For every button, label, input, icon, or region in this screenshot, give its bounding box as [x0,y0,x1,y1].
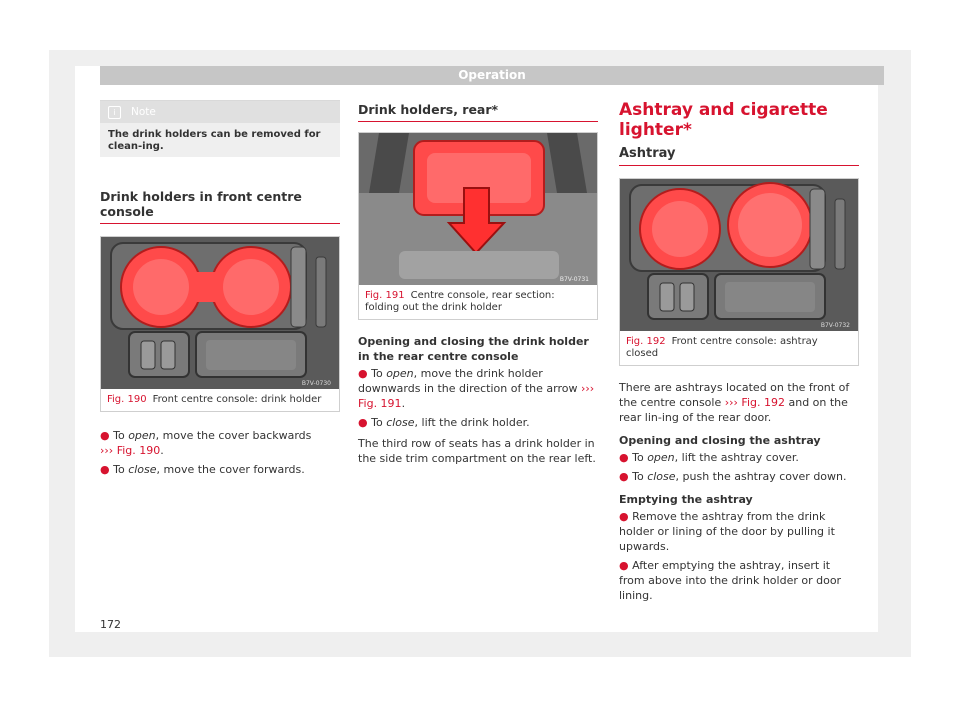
third-row-paragraph: The third row of seats has a drink holder in the side trim compartment on the rear left. [358,437,596,465]
front-drink-holder-heading: Drink holders in front centre console [100,189,340,224]
bullet-insert: ● After emptying the ashtray, insert it from above into the drink holder or door lining. [619,559,842,602]
figure-code: B7V-0732 [820,322,850,329]
bullet-close: ● To close, push the ashtray cover down. [619,470,847,483]
column-2 [358,100,598,466]
figure-code: B7V-0730 [301,380,331,387]
ashtray-subheading: Ashtray [619,146,859,166]
figure-number: Fig. 192 [626,336,666,347]
note-title-bar [100,101,340,123]
figure-190 [100,236,340,412]
figure-190-caption [101,389,339,411]
bullet-close: ● To close, lift the drink holder. [358,416,530,429]
note-body: The drink holders can be removed for clean-ing. [108,129,321,152]
link-fig-191[interactable]: ››› Fig. 191 [358,382,595,410]
ashtray-section-heading: Ashtray and cigarette lighter* [619,100,828,140]
section-header: Operation [100,66,884,85]
page-number: 172 [100,618,121,631]
emptying-heading: Emptying the ashtray [619,493,753,506]
note-title: Note [131,106,156,118]
drink-holder-illustration [101,237,339,389]
figure-191-caption [359,285,597,319]
note-box [100,100,340,157]
link-fig-190[interactable]: ››› Fig. 190 [100,444,161,457]
figure-caption-text: Front centre console: ashtray closed [626,336,818,359]
figure-191 [358,132,598,320]
figure-192-caption [620,331,858,365]
figure-number: Fig. 191 [365,290,405,301]
ashtray-illustration [620,179,858,331]
link-fig-192[interactable]: ››› Fig. 192 [724,396,785,409]
info-icon: i [108,106,121,119]
figure-number: Fig. 190 [107,394,147,405]
figure-caption-text: Front centre console: drink holder [152,394,322,405]
bullet-remove: ● Remove the ashtray from the drink holder or lining of the door by pulling it upwards. [619,510,835,553]
open-close-heading: Opening and closing the ashtray [619,434,821,447]
figure-caption-text: Centre console, rear section: folding out the drink holder [365,290,555,313]
manual-page [75,66,878,632]
bullet-open: ● To open, lift the ashtray cover. [619,451,799,464]
bullet-close: ● To close, move the cover forwards. [100,463,305,476]
bullet-open: ● To open, move the drink holder downwards in the direction of the arrow ››› Fig. 191. [358,367,595,410]
figure-192 [619,178,859,366]
figure-code: B7V-0731 [559,276,589,283]
column-3 [619,100,859,603]
rear-drink-holder-heading: Drink holders, rear* [358,102,598,122]
rear-drink-holder-illustration [359,133,597,285]
bullet-open: ● To open, move the cover backwards ››› Fig. 190. [100,429,312,457]
ashtray-intro: There are ashtrays located on the front of the centre console ››› Fig. 192 and on the rear lin-ing of the rear door. [619,381,850,424]
rear-subheading: Opening and closing the drink holder in the rear centre console [358,335,589,363]
column-1 [100,100,340,477]
